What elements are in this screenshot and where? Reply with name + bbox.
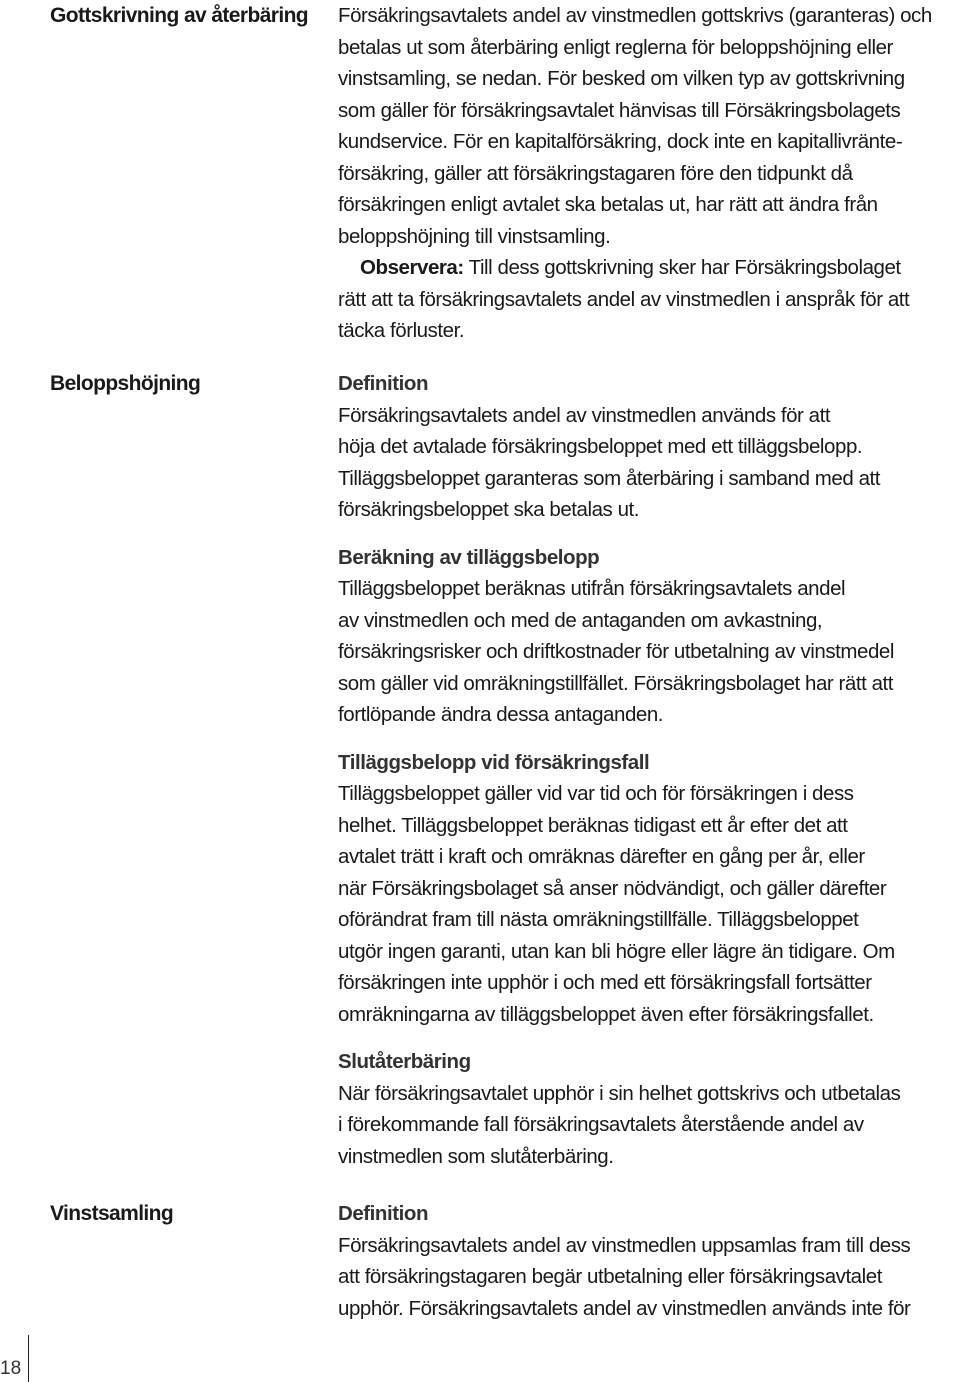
paragraph-line: att försäkringstagaren begär utbetalning eller försäkringsavtalet bbox=[338, 1265, 882, 1288]
paragraph-line: fortlöpande ändra dessa antaganden. bbox=[338, 703, 664, 726]
paragraph-line: oförändrat fram till nästa omräkningstillfälle. Tilläggsbeloppet bbox=[338, 908, 859, 931]
paragraph-line: utgör ingen garanti, utan kan bli högre eller lägre än tidigare. Om bbox=[338, 939, 895, 963]
paragraph-line: upphör. Försäkringsavtalets andel av vinstmedlen används inte för bbox=[338, 1296, 911, 1320]
subheading-slutaterbaring: Slutåterbäring bbox=[338, 1050, 471, 1073]
section-label-beloppshojning: Beloppshöjning bbox=[50, 372, 201, 395]
paragraph-line: i förekommande fall försäkringsavtalets återstående andel av bbox=[338, 1113, 864, 1136]
paragraph-line: beloppshöjning till vinstsamling. bbox=[338, 224, 611, 248]
subheading-forsakringsfall: Tilläggsbelopp vid försäkringsfall bbox=[338, 750, 650, 774]
paragraph-line: Försäkringsavtalets andel av vinstmedlen används för att bbox=[338, 403, 831, 427]
section-body-beloppshojning bbox=[338, 368, 958, 1172]
paragraph-line: Tilläggsbeloppet beräknas utifrån försäkringsavtalets andel bbox=[338, 577, 846, 600]
page-margin-rule bbox=[28, 1335, 29, 1382]
paragraph-line: försäkringsbeloppet ska betalas ut. bbox=[338, 498, 640, 521]
observera-text: Till dess gottskrivning sker har Försäkringsbolaget bbox=[463, 256, 901, 279]
paragraph-line: betalas ut som återbäring enligt reglerna för beloppshöjning eller bbox=[338, 35, 893, 59]
paragraph-line: försäkringen enligt avtalet ska betalas ut, har rätt att ändra från bbox=[338, 193, 878, 216]
paragraph-line: när Försäkringsbolaget så anser nödvändigt, och gäller därefter bbox=[338, 876, 887, 900]
paragraph-line: försäkring, gäller att försäkringstagaren före den tidpunkt då bbox=[338, 161, 853, 185]
paragraph-line: vinstsamling, se nedan. För besked om vilken typ av gottskrivning bbox=[338, 67, 905, 90]
paragraph-line: Tilläggsbeloppet gäller vid var tid och för försäkringen i dess bbox=[338, 782, 854, 805]
paragraph-line: höja det avtalade försäkringsbeloppet med ett tilläggsbelopp. bbox=[338, 435, 863, 458]
paragraph-line: som gäller för försäkringsavtalet hänvisas till Försäkringsbolagets bbox=[338, 98, 901, 122]
section-label-vinstsamling: Vinstsamling bbox=[50, 1202, 174, 1225]
paragraph-line: kundservice. För en kapitalförsäkring, dock inte en kapitallivränte- bbox=[338, 130, 903, 153]
paragraph-line: av vinstmedlen och med de antaganden om avkastning, bbox=[338, 608, 823, 632]
paragraph-line: vinstmedlen som slutåterbäring. bbox=[338, 1144, 614, 1168]
section-label-gottskrivning: Gottskrivning av återbäring bbox=[50, 4, 309, 27]
observera-line bbox=[338, 252, 958, 284]
subheading-definition: Definition bbox=[338, 1202, 429, 1225]
paragraph-line: När försäkringsavtalet upphör i sin helhet gottskrivs och utbetalas bbox=[338, 1081, 901, 1105]
paragraph-line: som gäller vid omräkningstillfället. Försäkringsbolaget har rätt att bbox=[338, 671, 894, 695]
paragraph-line: Tilläggsbeloppet garanteras som återbäring i samband med att bbox=[338, 466, 881, 490]
paragraph-line: försäkringen inte upphör i och med ett försäkringsfall fortsätter bbox=[338, 971, 872, 994]
paragraph-line: avtalet trätt i kraft och omräknas därefter en gång per år, eller bbox=[338, 845, 865, 868]
paragraph-line: Försäkringsavtalets andel av vinstmedlen gottskrivs (garanteras) och bbox=[338, 4, 932, 27]
paragraph-line: helhet. Tilläggsbeloppet beräknas tidigast ett år efter det att bbox=[338, 813, 848, 837]
paragraph-line: Försäkringsavtalets andel av vinstmedlen uppsamlas fram till dess bbox=[338, 1233, 911, 1257]
section-body-gottskrivning bbox=[338, 0, 958, 347]
paragraph-line: försäkringsrisker och driftkostnader för utbetalning av vinstmedel bbox=[338, 640, 894, 663]
observera-label: Observera: bbox=[360, 256, 464, 279]
subheading-definition: Definition bbox=[338, 372, 429, 395]
subheading-berakning: Beräkning av tilläggsbelopp bbox=[338, 545, 600, 569]
paragraph-line: omräkningarna av tilläggsbeloppet även efter försäkringsfallet. bbox=[338, 1002, 874, 1026]
page-number: 18 bbox=[0, 1358, 22, 1379]
paragraph-line: rätt att ta försäkringsavtalets andel av vinstmedlen i anspråk för att bbox=[338, 287, 910, 311]
section-body-vinstsamling bbox=[338, 1198, 958, 1324]
paragraph-line: täcka förluster. bbox=[338, 319, 465, 342]
